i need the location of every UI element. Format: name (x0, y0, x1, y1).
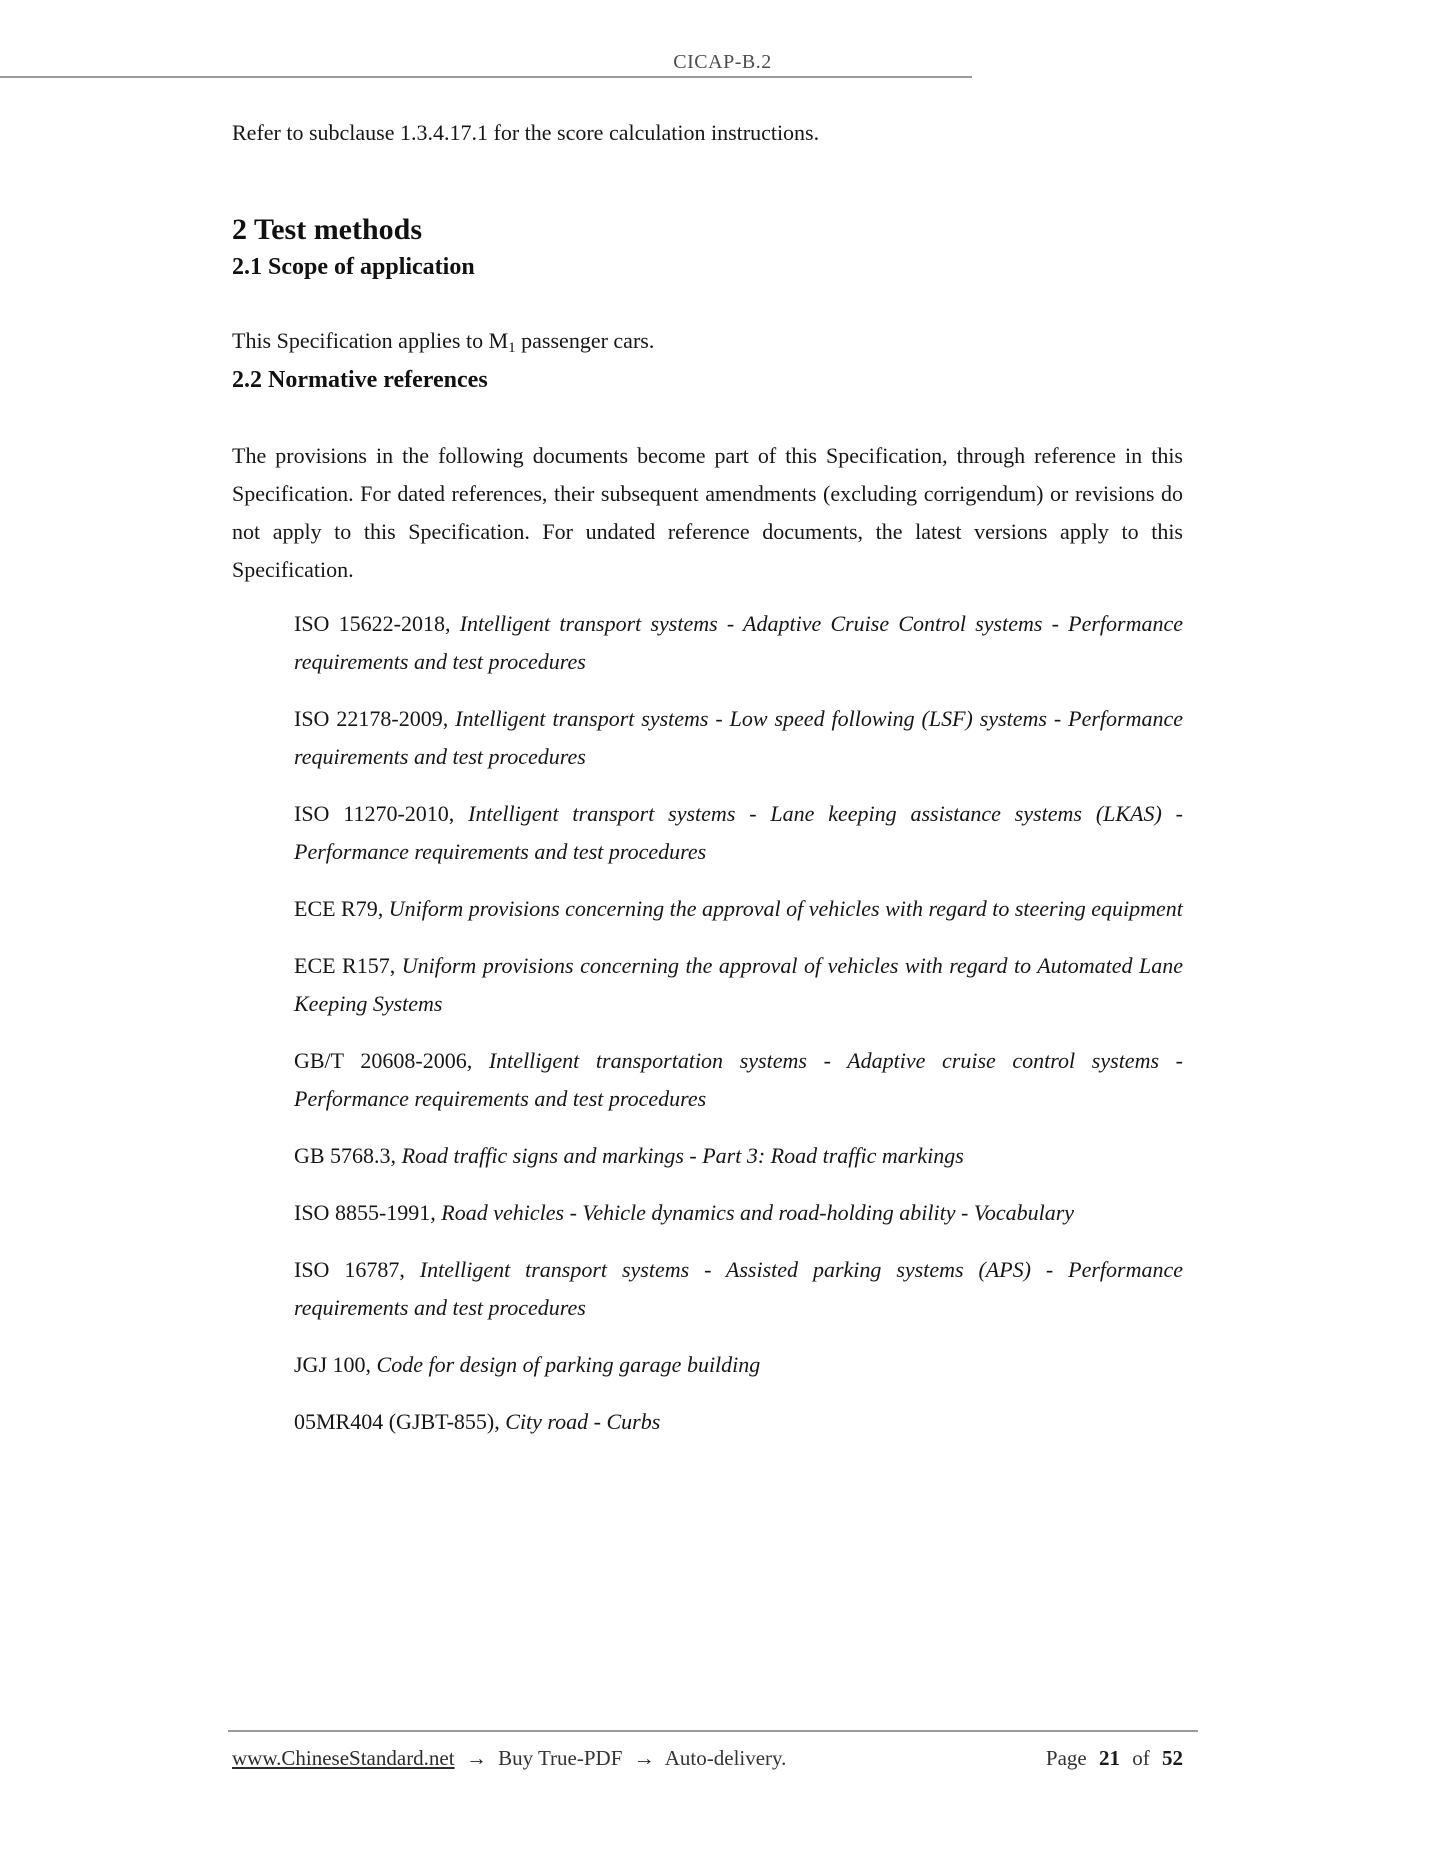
reference-code: GB/T 20608-2006, (294, 1048, 473, 1073)
page-current: 21 (1099, 1746, 1120, 1770)
reference-item (294, 1251, 1183, 1327)
reference-code: ISO 22178-2009, (294, 706, 449, 731)
arrow-icon: → (633, 1746, 655, 1770)
reference-code: ISO 15622-2018, (294, 611, 451, 636)
scope-paragraph (232, 322, 1183, 363)
reference-code: ECE R157, (294, 953, 396, 978)
page-total: 52 (1162, 1746, 1183, 1770)
heading-normative-references: 2.2 Normative references (232, 367, 488, 393)
reference-title: Intelligent transportation systems - Adaptive cruise control systems - Performance requirements and test procedures (294, 1048, 1183, 1111)
footer-rule (228, 1730, 1198, 1732)
reference-code: ECE R79, (294, 896, 384, 921)
reference-item (294, 890, 1183, 928)
page-number (1039, 1746, 1183, 1771)
reference-code: ISO 11270-2010, (294, 801, 455, 826)
heading-test-methods: 2 Test methods (232, 213, 423, 246)
header-rule (0, 76, 972, 78)
scope-text-after: passenger cars. (515, 328, 655, 353)
reference-item (294, 947, 1183, 1023)
reference-title: Road traffic signs and markings - Part 3: Road traffic markings (401, 1143, 964, 1168)
reference-item (294, 1137, 1183, 1175)
page-content (0, 114, 1445, 1441)
reference-code: 05MR404 (GJBT-855), (294, 1409, 500, 1434)
reference-title: City road - Curbs (505, 1409, 661, 1434)
page-header-title: CICAP-B.2 (673, 51, 772, 73)
reference-item (294, 1403, 1183, 1441)
heading-scope-of-application: 2.1 Scope of application (232, 254, 475, 280)
reference-title: Code for design of parking garage building (376, 1352, 761, 1377)
reference-item (294, 700, 1183, 776)
reference-code: JGJ 100, (294, 1352, 372, 1377)
reference-item (294, 605, 1183, 681)
reference-code: ISO 16787, (294, 1257, 405, 1282)
reference-item (294, 1042, 1183, 1118)
website-link[interactable]: www.ChineseStandard.net (232, 1746, 455, 1770)
footer-delivery-text: Auto-delivery. (664, 1746, 787, 1770)
intro-paragraph: Refer to subclause 1.3.4.17.1 for the score calculation instructions. (232, 120, 820, 145)
page-footer (232, 1746, 1183, 1771)
of-label: of (1132, 1746, 1150, 1770)
footer-source-line (232, 1746, 792, 1771)
reference-title: Uniform provisions concerning the approval of vehicles with regard to Automated Lane Keeping Systems (294, 953, 1184, 1016)
reference-title: Road vehicles - Vehicle dynamics and road-holding ability - Vocabulary (441, 1200, 1075, 1225)
reference-code: GB 5768.3, (294, 1143, 397, 1168)
scope-text-before: This Specification applies to M (232, 328, 509, 353)
m1-subscript: 1 (508, 340, 516, 356)
references-list (232, 605, 1183, 1441)
reference-title: Intelligent transport systems - Lane keeping assistance systems (LKAS) - Performance requirements and test procedures (294, 801, 1183, 864)
reference-title: Intelligent transport systems - Assisted parking systems (APS) - Performance requirements and test procedures (294, 1257, 1183, 1320)
reference-item (294, 1346, 1183, 1384)
footer-buy-text: Buy True-PDF (498, 1746, 623, 1770)
arrow-icon: → (465, 1746, 487, 1770)
reference-item (294, 1194, 1183, 1232)
reference-title: Uniform provisions concerning the approval of vehicles with regard to steering equipment (388, 896, 1183, 921)
reference-title: Intelligent transport systems - Adaptive Cruise Control systems - Performance requirements and test procedures (294, 611, 1184, 674)
reference-code: ISO 8855-1991, (294, 1200, 436, 1225)
reference-title: Intelligent transport systems - Low speed following (LSF) systems - Performance requirements and test procedures (294, 706, 1184, 769)
page-header (0, 0, 1445, 76)
page-label: Page (1045, 1746, 1087, 1770)
normative-intro-paragraph: The provisions in the following documents become part of this Specification, through reference in this Specification. For dated references, their subsequent amendments (excluding corrigendum) or revisions do not apply to this Specification. For undated reference documents, the latest versions apply to this Specification. (232, 443, 1183, 582)
reference-item (294, 795, 1183, 871)
